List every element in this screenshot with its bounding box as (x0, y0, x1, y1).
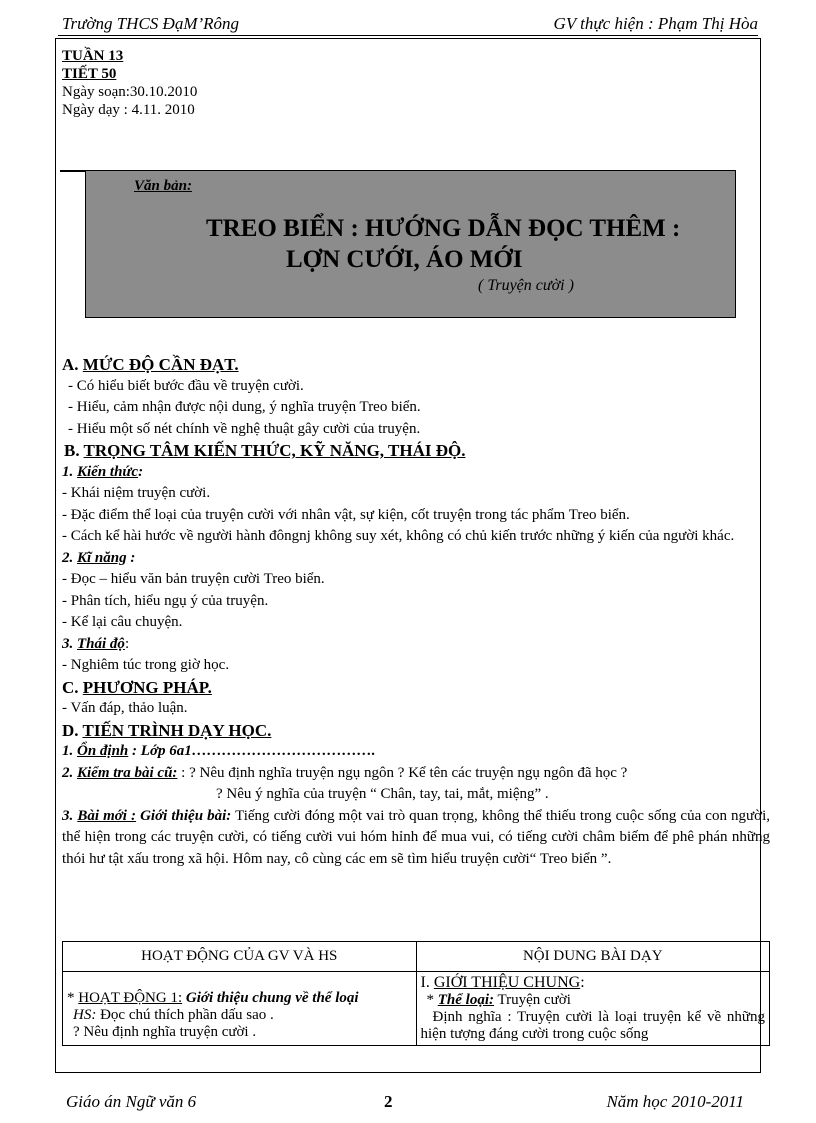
list-item: - Vấn đáp, thảo luận. (62, 700, 188, 716)
lesson-body (62, 354, 770, 870)
banner-title-2: LỢN CƯỚI, ÁO MỚI (286, 246, 523, 273)
section-a-heading: A. MỨC ĐỘ CẦN ĐẠT. (62, 355, 239, 374)
list-item: - Hiểu một số nét chính về nghệ thuật gây cười của truyện. (68, 420, 421, 437)
question-line: ? Nêu định nghĩa truyện cười . (73, 1024, 257, 1040)
banner-label: Văn bản: (134, 178, 192, 194)
genre-line: * Thể loại: Truyện cười (426, 992, 571, 1008)
list-item: - Phân tích, hiểu ngụ ý của truyện. (62, 592, 269, 609)
lesson-meta (62, 47, 197, 119)
lesson-table (62, 941, 770, 1046)
attitude-heading: 3. Thái độ: (62, 635, 130, 652)
activity-cell (63, 972, 417, 1046)
col-header-content: NỘI DUNG BÀI DẠY (416, 942, 770, 972)
teach-date: Ngày dạy : 4.11. 2010 (62, 102, 195, 118)
prep-date: Ngày soạn:30.10.2010 (62, 84, 198, 100)
footer-left: Giáo án Ngữ văn 6 (66, 1092, 197, 1111)
banner-title-1: TREO BIỂN : HƯỚNG DẪN ĐỌC THÊM : (206, 215, 681, 242)
list-item: - Đọc – hiểu văn bản truyện cười Treo biển. (62, 571, 325, 587)
banner-genre: ( Truyện cười ) (478, 277, 574, 294)
list-item: - Nghiêm túc trong giờ học. (62, 657, 230, 673)
list-item: - Khái niệm truyện cười. (62, 485, 211, 501)
step-1: 1. Ổn định : Lớp 6a1………………………………. (62, 743, 376, 759)
step-2: 2. Kiểm tra bài cũ: : ? Nêu định nghĩa truyện ngụ ngôn ? Kể tên các truyện ngụ ngôn đã học ? (62, 764, 628, 781)
step-3: 3. Bài mới : Giới thiệu bài: Tiếng cười đóng một vai trò quan trọng, không thể thiếu trong cuộc sống của con người, thể hiện trong các truyện cười, có tiếng cười vui hóm hỉnh để mua vui, có tiếng cười châm biếm để phê phán những thói hư tật xấu trong xã hội. Hôm nay, cô cùng các em sẽ tìm hiểu truyện cười“ Treo biển ”. (62, 807, 771, 867)
period-label: TIẾT 50 (62, 66, 117, 82)
hs-line: HS: Đọc chú thích phần dấu sao . (73, 1007, 274, 1023)
week-label: TUẦN 13 (62, 48, 124, 64)
definition-text: Định nghĩa : Truyện cười là loại truyện kể về những hiện tượng đáng cười trong cuộc sống (420, 1009, 765, 1042)
section-b-heading: B. TRỌNG TÂM KIẾN THỨC, KỸ NĂNG, THÁI ĐỘ. (64, 441, 466, 460)
list-item: - Đặc điểm thể loại của truyện cười với nhân vật, sự kiện, cốt truyện trong tác phẩm Treo biển. (62, 506, 630, 523)
header-rule (58, 35, 758, 36)
activity-heading: * HOẠT ĐỘNG 1: Giới thiệu chung về thể loại (67, 990, 359, 1006)
content-cell (416, 972, 770, 1046)
knowledge-heading: 1. Kiến thức: (62, 463, 144, 480)
page-number: 2 (384, 1092, 393, 1111)
skill-heading: 2. Kĩ năng : (62, 549, 136, 566)
section-c-heading: C. PHƯƠNG PHÁP. (62, 677, 212, 697)
title-banner (85, 170, 736, 318)
list-item: - Cách kể hài hước về người hành đôngnj không suy xét, không có chủ kiến trước những ý kiến của người khác. (62, 528, 735, 544)
list-item: - Có hiểu biết bước đầu về truyện cười. (68, 377, 304, 394)
list-item: - Kể lại câu chuyện. (62, 614, 183, 630)
content-section-heading: I. GIỚI THIỆU CHUNG: (420, 974, 585, 991)
col-header-activity: HOẠT ĐỘNG CỦA GV VÀ HS (63, 942, 417, 972)
list-item: - Hiểu, cảm nhận được nội dung, ý nghĩa truyện Treo biển. (68, 399, 421, 415)
step-2-question: ? Nêu ý nghĩa của truyện “ Chân, tay, tai, mắt, miệng” . (216, 786, 549, 802)
header-teacher: GV thực hiện : Phạm Thị Hòa (553, 14, 758, 33)
footer-right: Năm học 2010-2011 (606, 1092, 744, 1111)
section-d-heading: D. TIẾN TRÌNH DẠY HỌC. (62, 720, 272, 740)
header-school: Trường THCS ĐạM’Rông (62, 14, 240, 33)
